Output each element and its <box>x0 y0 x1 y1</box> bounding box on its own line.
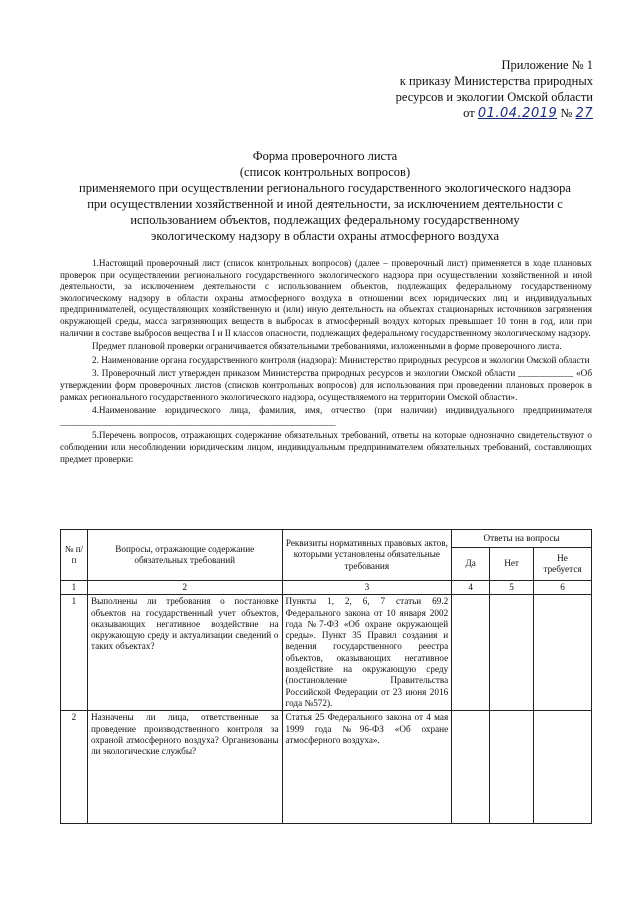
order-date-line <box>396 105 593 122</box>
appendix-header <box>396 57 593 122</box>
paragraph-5: 4.Наименование юридического лица, фамилия, имя, отчество (при наличии) индивидуального предпринимателя ____________________________________________________________ <box>60 405 592 427</box>
column-number-row <box>61 581 592 595</box>
row-num: 2 <box>61 711 88 824</box>
title-line-5: использованием объектов, подлежащих федеральному государственному <box>130 213 520 227</box>
order-line-2: ресурсов и экологии Омской области <box>395 90 593 104</box>
paragraph-1: 1.Настоящий проверочный лист (список контрольных вопросов) (далее – проверочный лист) применяется в ходе плановых проверок при осуществлении регионального государственного экологического надзора при осуществлении хозяйственной и иной деятельности, за исключением деятельности с использованием объектов, подлежащих федеральному государственному экологическому надзору в области охраны атмосферного воздуха в отношении всех юридических лиц и индивидуальных предпринимателей, осуществляющих хозяйственную и (или) иную деятельность на объектах стационарных источников загрязнения окружающей среды, масса загрязняющих веществ в выбросах в атмосферный воздух которых превышает 10 тонн в год, или при наличии в составе выбросов вещества I и II классов опасности, подлежащих федеральному государственному экологическому надзору. <box>60 258 592 338</box>
paragraph-6: 5.Перечень вопросов, отражающих содержание обязательных требований, ответы на которые однозначно свидетельствуют о соблюдении или несоблюдении юридическим лицом, индивидуальным предпринимателем обязательных требований, составляющих предмет проверки: <box>60 430 592 464</box>
appendix-title: Приложение № 1 <box>501 58 593 72</box>
header-requisites: Реквизиты нормативных правовых актов, которыми установлены обязательные требования <box>282 530 452 581</box>
header-no: Нет <box>490 548 534 581</box>
answer-yes-cell[interactable] <box>452 595 490 711</box>
order-date: 01.04.2019 <box>477 106 558 121</box>
header-answers: Ответы на вопросы <box>452 530 592 548</box>
table-row <box>61 711 592 824</box>
header-question: Вопросы, отражающие содержание обязательных требований <box>87 530 282 581</box>
answer-no-cell[interactable] <box>490 711 534 824</box>
number-label: № <box>560 106 573 120</box>
row-question: Назначены ли лица, ответственные за проведение производственного контроля за охраной атмосферного воздуха? Организованы ли экологические службы? <box>87 711 282 824</box>
header-num: № п/п <box>61 530 88 581</box>
table-row <box>61 595 592 711</box>
answer-na-cell[interactable] <box>534 595 592 711</box>
header-na: Не требуется <box>534 548 592 581</box>
paragraph-3: 2. Наименование органа государственного контроля (надзора): Министерство природных ресурсов и экологии Омской области <box>92 354 590 365</box>
title-line-3: применяемого при осуществлении регионального государственного экологического надзора <box>79 181 571 195</box>
col-number: 1 <box>61 581 88 595</box>
row-requisites: Статья 25 Федерального закона от 4 мая 1999 года №96-ФЗ «Об охране атмосферного воздуха». <box>282 711 452 824</box>
title-line-2: (список контрольных вопросов) <box>239 165 411 179</box>
col-number: 2 <box>87 581 282 595</box>
answer-no-cell[interactable] <box>490 595 534 711</box>
col-number: 4 <box>452 581 490 595</box>
title-line-1: Форма проверочного листа <box>252 149 398 163</box>
row-num: 1 <box>61 595 88 711</box>
answer-yes-cell[interactable] <box>452 711 490 824</box>
checklist-table <box>60 529 592 824</box>
col-number: 5 <box>490 581 534 595</box>
col-number: 3 <box>282 581 452 595</box>
title-line-4: при осуществлении хозяйственной и иной деятельности, за исключением деятельности с <box>87 197 563 211</box>
answer-na-cell[interactable] <box>534 711 592 824</box>
paragraph-4: 3. Проверочный лист утвержден приказом Министерства природных ресурсов и экологии Омской области ____________ «Об утверждении форм проверочных листов (списков контрольных вопросов) для использования при проведении плановых проверок в рамках регионального государственного экологического надзора, осуществляемого на территории Омской области». <box>60 368 592 402</box>
order-number: 27 <box>575 106 593 121</box>
col-number: 6 <box>534 581 592 595</box>
order-line-1: к приказу Министерства природных <box>399 74 593 88</box>
header-yes: Да <box>452 548 490 581</box>
from-label: от <box>463 106 475 120</box>
body-text <box>60 258 592 465</box>
row-requisites: Пункты 1, 2, 6, 7 статьи 69.2 Федерального закона от 10 января 2002 года №7-ФЗ «Об охране окружающей среды». Пункт 35 Правил создания и ведения государственного реестра объектов, оказывающих негативное воздействие на окружающую среду (постановление Правительства Российской Федерации от 23 июня 2016 года №572). <box>282 595 452 711</box>
document-title <box>60 148 590 244</box>
table-header-row <box>61 530 592 548</box>
title-line-6: экологическому надзору в области охраны атмосферного воздуха <box>151 229 499 243</box>
paragraph-2: Предмет плановой проверки ограничивается обязательными требованиями, изложенными в форме проверочного листа. <box>92 341 562 352</box>
row-question: Выполнены ли требования о постановке объектов на государственный учет объектов, оказывающих негативное воздействие на окружающую среду и актуализации сведений о таких объектах? <box>87 595 282 711</box>
